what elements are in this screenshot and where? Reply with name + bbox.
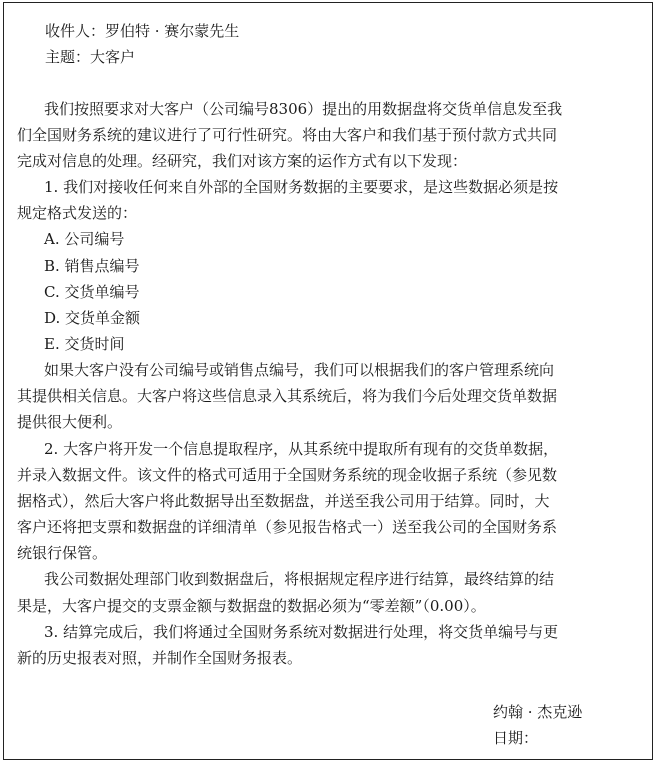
item2-note-line: 我公司数据处理部门收到数据盘后，将根据规定程序进行结算，最终结算的结 <box>44 570 555 588</box>
field-item: B. 销售点编号 <box>44 257 140 275</box>
item2-line: 据格式），然后大客户将此数据导出至数据盘，并送至我公司用于结算。同时，大 <box>17 492 550 510</box>
field-item: C. 交货单编号 <box>44 283 140 301</box>
intro-line: 完成对信息的处理。经研究，我们对该方案的运作方式有以下发现： <box>17 152 468 170</box>
field-item: D. 交货单金额 <box>44 309 141 327</box>
date-label: 日期： <box>493 729 539 747</box>
item2-line: 并录入数据文件。该文件的格式可适用于全国财务系统的现金收据子系统（参见数 <box>17 466 558 484</box>
item1-line: 1. 我们对接收任何来自外部的全国财务数据的主要要求，是这些数据必须是按 <box>44 178 559 196</box>
item1-note-line: 如果大客户没有公司编号或销售点编号，我们可以根据我们的客户管理系统向 <box>44 361 555 379</box>
item3-line: 3. 结算完成后，我们将通过全国财务系统对数据进行处理，将交货单编号与更 <box>44 623 559 641</box>
item2-line: 客户还将把支票和数据盘的详细清单（参见报告格式一）送至我公司的全国财务系 <box>17 518 558 536</box>
item1-note-line: 其提供相关信息。大客户将这些信息录入其系统后，将为我们今后处理交货单数据 <box>17 387 558 405</box>
subject-line: 主题：大客户 <box>45 48 136 66</box>
field-item: E. 交货时间 <box>44 335 125 353</box>
signature-name: 约翰 · 杰克逊 <box>493 703 583 721</box>
intro-line: 们全国财务系统的建议进行了可行性研究。将由大客户和我们基于预付款方式共同 <box>17 126 558 144</box>
field-item: A. 公司编号 <box>44 230 125 248</box>
recipient-line: 收件人：罗伯特 · 赛尔蒙先生 <box>45 22 240 40</box>
intro-line: 我们按照要求对大客户（公司编号8306）提出的用数据盘将交货单信息发至我 <box>44 100 563 118</box>
item3-line: 新的历史报表对照，并制作全国财务报表。 <box>17 649 303 667</box>
item1-line: 规定格式发送的： <box>17 204 138 222</box>
item2-line: 2. 大客户将开发一个信息提取程序，从其系统中提取所有现有的交货单数据， <box>44 440 559 458</box>
item2-line: 统银行保管。 <box>17 544 108 562</box>
item1-note-line: 提供很大便利。 <box>17 413 123 431</box>
item2-note-line: 果是，大客户提交的支票金额与数据盘的数据必须为“零差额”（0.00）。 <box>17 597 486 615</box>
